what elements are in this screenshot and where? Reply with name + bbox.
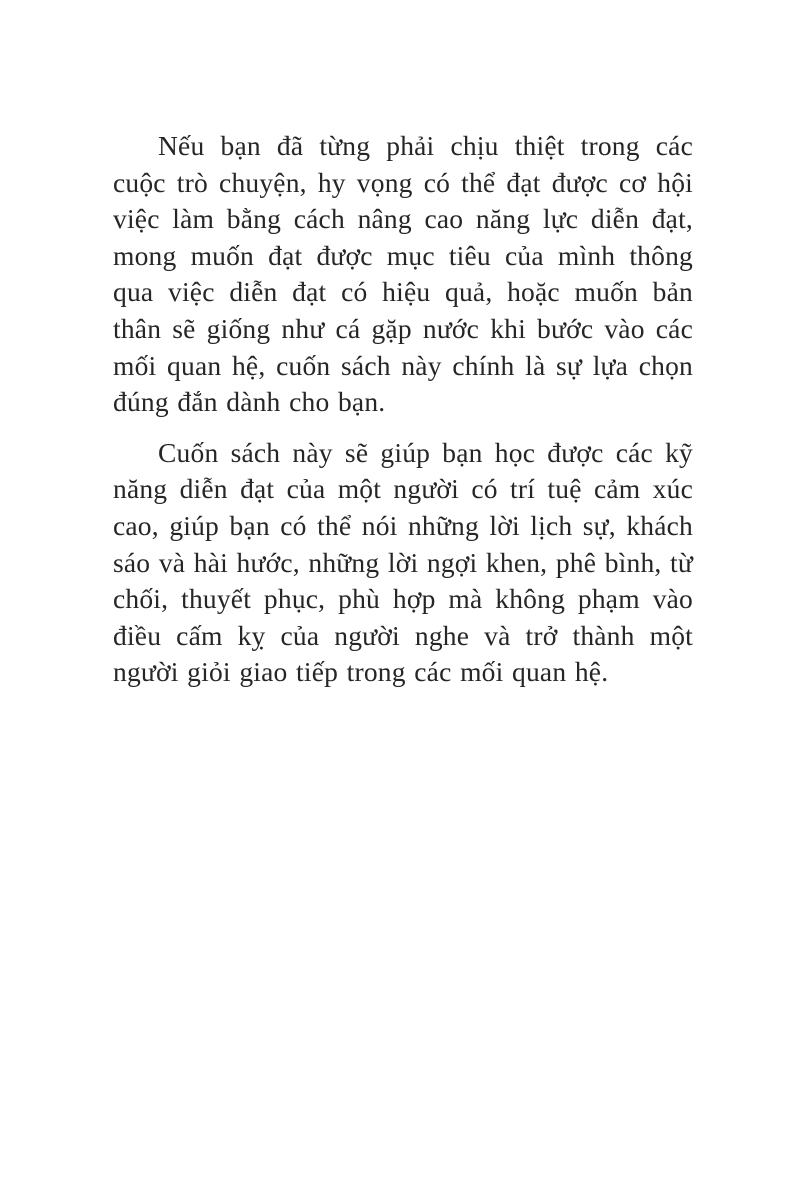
body-text-block: [113, 128, 693, 691]
paragraph-1: Nếu bạn đã từng phải chịu thiệt trong các cuộc trò chuyện, hy vọng có thể đạt được cơ hội việc làm bằng cách nâng cao năng lực diễn đạt, mong muốn đạt được mục tiêu của mình thông qua việc diễn đạt có hiệu quả, hoặc muốn bản thân sẽ giống như cá gặp nước khi bước vào các mối quan hệ, cuốn sách này chính là sự lựa chọn đúng đắn dành cho bạn.: [113, 130, 693, 418]
paragraph-2: Cuốn sách này sẽ giúp bạn học được các kỹ năng diễn đạt của một người có trí tuệ cảm xúc cao, giúp bạn có thể nói những lời lịch sự, khách sáo và hài hước, những lời ngợi khen, phê bình, từ chối, thuyết phục, phù hợp mà không phạm vào điều cấm kỵ của người nghe và trở thành một người giỏi giao tiếp trong các mối quan hệ.: [113, 436, 693, 688]
